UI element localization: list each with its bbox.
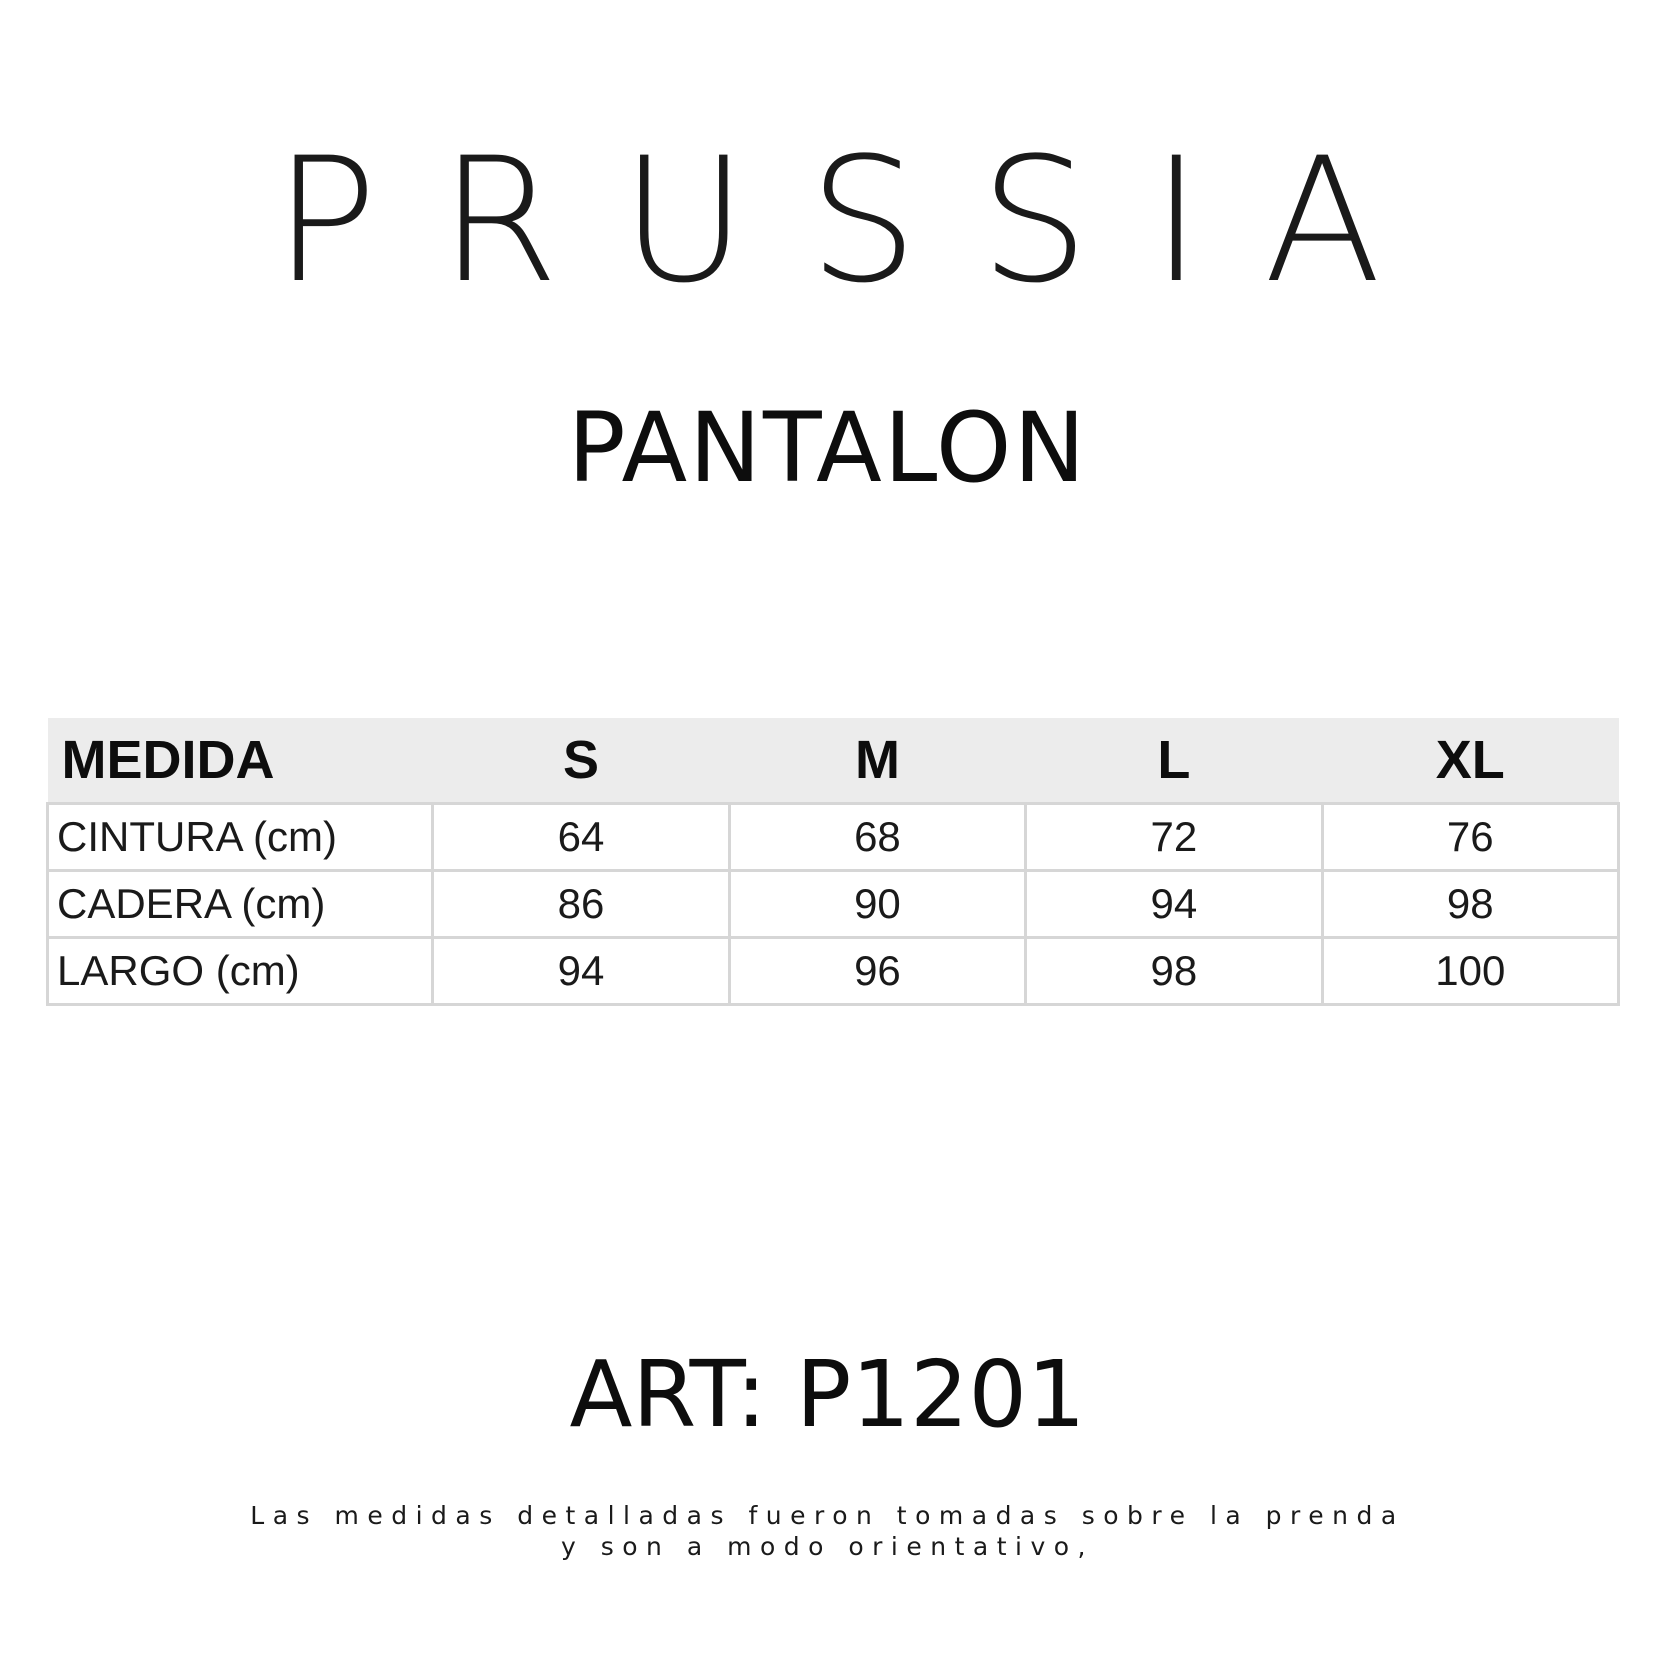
cell-value: 94 xyxy=(433,938,729,1005)
header-medida: MEDIDA xyxy=(48,718,433,804)
brand-logo-text: PRUSSIA xyxy=(273,120,1444,321)
cell-value: 76 xyxy=(1322,804,1618,871)
table-row xyxy=(48,938,1619,1005)
cell-value: 72 xyxy=(1026,804,1322,871)
table-header-row xyxy=(48,718,1619,804)
cell-value: 100 xyxy=(1322,938,1618,1005)
cell-value: 64 xyxy=(433,804,729,871)
cell-value: 98 xyxy=(1026,938,1322,1005)
header-size-l: L xyxy=(1026,718,1322,804)
table-row xyxy=(48,804,1619,871)
cell-value: 94 xyxy=(1026,871,1322,938)
cell-value: 96 xyxy=(729,938,1025,1005)
disclaimer-note xyxy=(0,1500,1655,1562)
header-size-s: S xyxy=(433,718,729,804)
row-label-cadera: CADERA (cm) xyxy=(48,871,433,938)
cell-value: 68 xyxy=(729,804,1025,871)
cell-value: 98 xyxy=(1322,871,1618,938)
cell-value: 90 xyxy=(729,871,1025,938)
disclaimer-line-1: Las medidas detalladas fueron tomadas sobre la prenda xyxy=(250,1501,1405,1530)
row-label-largo: LARGO (cm) xyxy=(48,938,433,1005)
header-size-xl: XL xyxy=(1322,718,1618,804)
row-label-cintura: CINTURA (cm) xyxy=(48,804,433,871)
cell-value: 86 xyxy=(433,871,729,938)
header-size-m: M xyxy=(729,718,1025,804)
article-code: ART: P1201 xyxy=(569,1341,1086,1448)
size-chart-table xyxy=(46,718,1620,1006)
disclaimer-line-2: y son a modo orientativo, xyxy=(560,1532,1095,1561)
product-title: PANTALON xyxy=(567,392,1088,504)
table-row xyxy=(48,871,1619,938)
